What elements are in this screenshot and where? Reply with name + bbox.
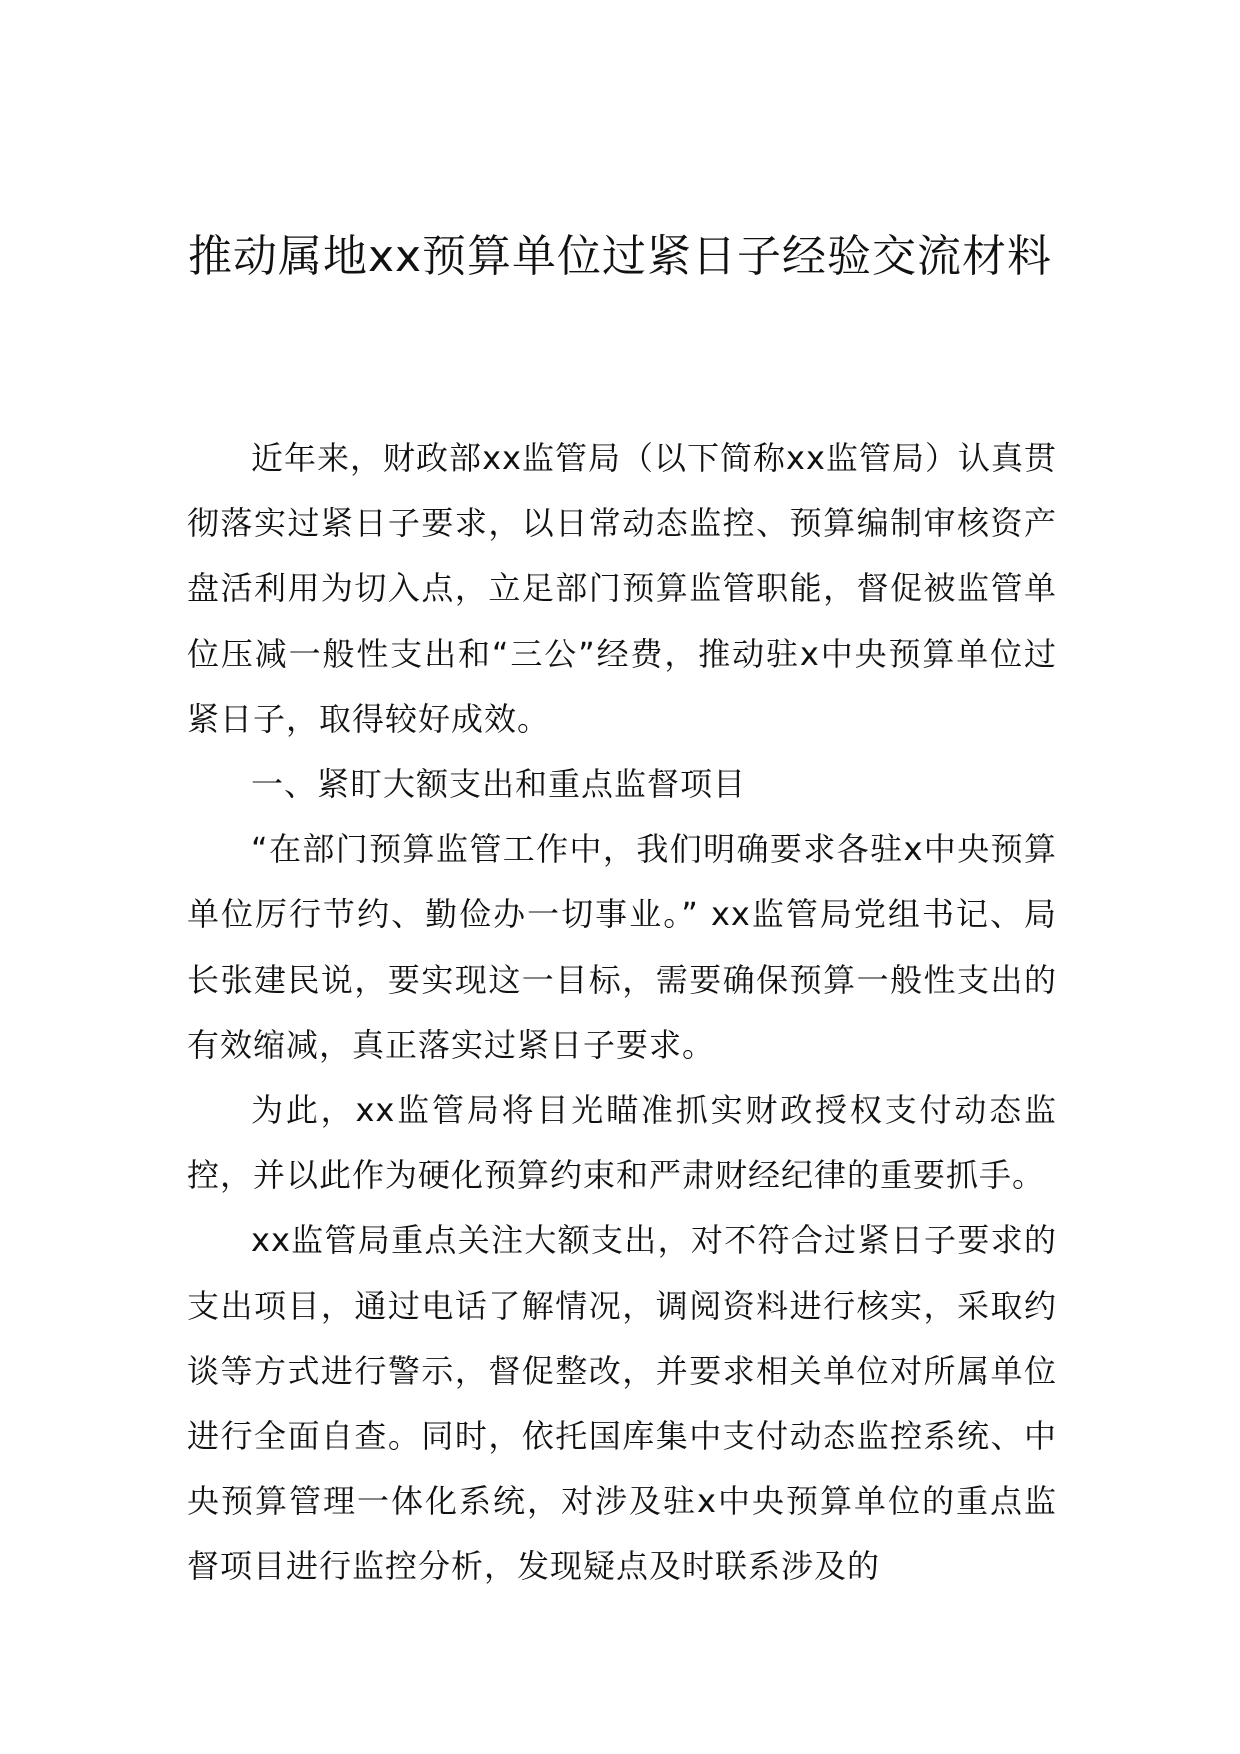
- paragraph-intro: 近年来，财政部xx监管局（以下简称xx监管局）认真贯彻落实过紧日子要求，以日常动态监控、预算编制审核资产盘活利用为切入点，立足部门预算监管职能，督促被监管单位压减一般性支出和“三公”经费，推动驻x中央预算单位过紧日子，取得较好成效。: [187, 439, 1057, 738]
- paragraph-large-expenditure: xx监管局重点关注大额支出，对不符合过紧日子要求的支出项目，通过电话了解情况，调阅资料进行核实，采取约谈等方式进行警示，督促整改，并要求相关单位对所属单位进行全面自查。同时，依托国库集中支付动态监控系统、中央预算管理一体化系统，对涉及驻x中央预算单位的重点监督项目进行监控分析，发现疑点及时联系涉及的: [187, 1221, 1057, 1586]
- document-body: [187, 426, 1057, 1600]
- document-title: 推动属地xx预算单位过紧日子经验交流材料: [187, 231, 1053, 282]
- paragraph-focus: 为此，xx监管局将目光瞄准抓实财政授权支付动态监控，并以此作为硬化预算约束和严肃财经纪律的重要抓手。: [187, 1091, 1057, 1195]
- section-heading-1: 一、紧盯大额支出和重点监督项目: [251, 765, 747, 804]
- paragraph-quote: “在部门预算监管工作中，我们明确要求各驻x中央预算单位厉行节约、勤俭办一切事业。” xx监管局党组书记、局长张建民说，要实现这一目标，需要确保预算一般性支出的有效缩减，真正落实过紧日子要求。: [187, 830, 1057, 1064]
